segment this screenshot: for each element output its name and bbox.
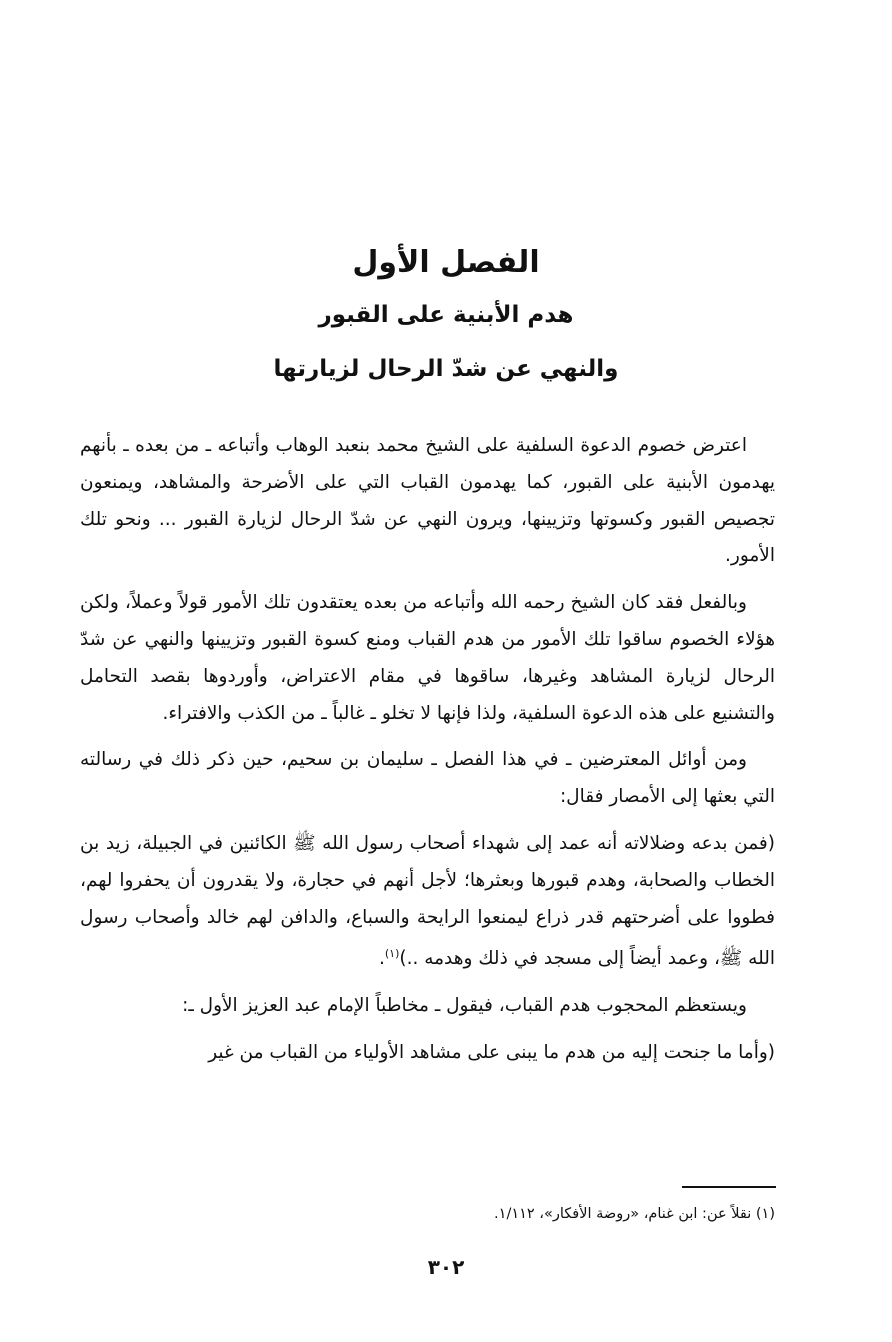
quote-paragraph-1: (فمن بدعه وضلالاته أنه عمد إلى شهداء أصحاب رسول الله ﷺ الكائنين في الجبيلة، زيد بن الخطاب والصحابة، وهدم قبورها وبعثرها؛ لأجل أنهم في حجارة، ولا يقدرون أن يحفروا لهم، فطووا على أضرحتهم قدر ذراع ليمنعوا الرايحة والسباع، والدافن لهم خالد وأصحاب رسول الله ﷺ، وعمد أيضاً إلى مسجد في ذلك وهدمه ..)$^{(١)}$.	[80, 832, 775, 970]
footnote-separator	[682, 1186, 776, 1188]
paragraph-4: ويستعظم المحجوب هدم القباب، فيقول ـ مخاطباً الإمام عبد العزيز الأول ـ:	[182, 995, 747, 1017]
page-number: ٣٠٢	[427, 1255, 465, 1279]
chapter-subtitle-line-1: هدم الأبنية على القبور	[318, 302, 574, 328]
quote-paragraph-2: (وأما ما جنحت إليه من هدم ما يبنى على مشاهد الأولياء من القباب من غير	[208, 1042, 775, 1064]
chapter-heading	[0, 238, 892, 396]
footnote: (١) نقلاً عن: ابن غنام، «روضة الأفكار»، ١/١١٢.	[494, 1206, 775, 1222]
paragraph-1: اعترض خصوم الدعوة السلفية على الشيخ محمد بنعبد الوهاب وأتباعه ـ من بعده ـ بأنهم يهدمون الأبنية على القبور، كما يهدمون القباب التي على الأضرحة والمشاهد، ويمنعون تجصيص القبور وكسوتها وتزيينها، ويرون النهي عن شدّ الرحال لزيارة القبور ... ونحو تلك الأمور.	[80, 435, 775, 567]
chapter-subtitle-line-2: والنهي عن شدّ الرحال لزيارتها	[273, 356, 619, 382]
footnote-marker: (١)	[384, 947, 400, 961]
body-text	[80, 428, 775, 1082]
quote-text-1: (فمن بدعه وضلالاته أنه عمد إلى شهداء أصحاب رسول الله ﷺ الكائنين في الجبيلة، زيد بن الخطاب والصحابة، وهدم قبورها وبعثرها؛ لأجل أنهم في حجارة، ولا يقدرون أن يحفروا لهم، فطووا على أضرحتهم قدر ذراع ليمنعوا الرايحة والسباع، والدافن لهم خالد وأصحاب رسول الله ﷺ، وعمد أيضاً إلى مسجد في ذلك وهدمه ..)	[80, 832, 775, 970]
paragraph-2: وبالفعل فقد كان الشيخ رحمه الله وأتباعه من بعده يعتقدون تلك الأمور قولاً وعملاً، ولكن هؤلاء الخصوم ساقوا تلك الأمور من هدم القباب ومنع كسوة القبور وتزيينها والنهي عن شدّ الرحال لزيارة المشاهد وغيرها، ساقوها في مقام الاعتراض، وأوردوها بقصد التحامل والتشنيع على هذه الدعوة السلفية، ولذا فإنها لا تخلو ـ غالباً ـ من الكذب والافتراء.	[80, 592, 775, 724]
paragraph-3: ومن أوائل المعترضين ـ في هذا الفصل ـ سليمان بن سحيم، حين ذكر ذلك في رسالته التي بعثها إلى الأمصار فقال:	[80, 749, 775, 808]
chapter-title: الفصل الأول	[352, 245, 540, 280]
